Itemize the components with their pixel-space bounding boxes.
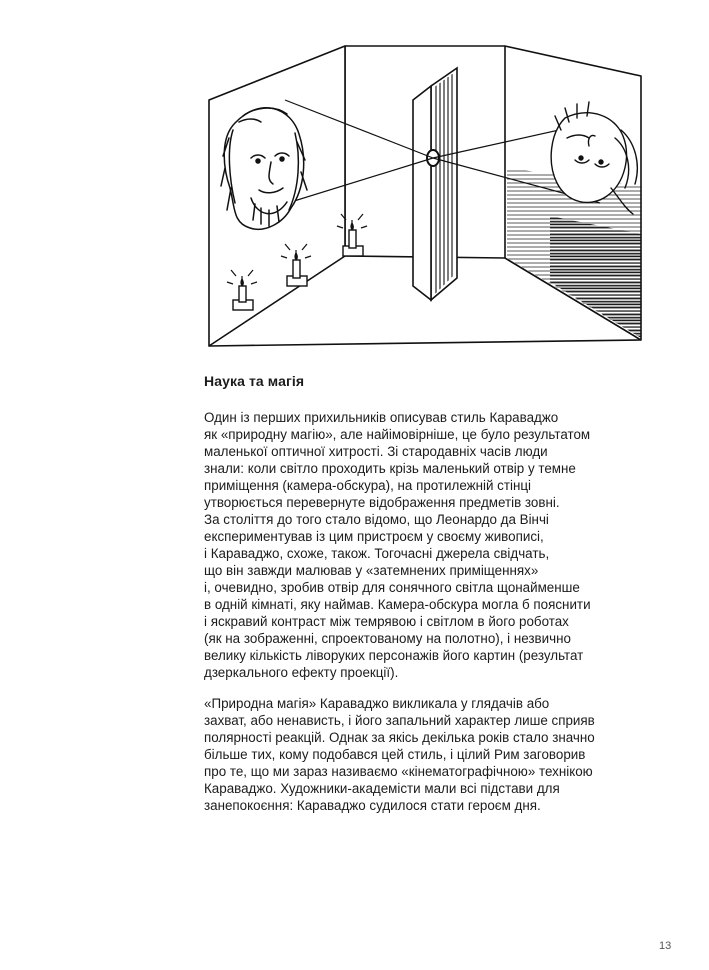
text-line: полярності реакцій. Однак за якісь декілька років стало значно xyxy=(204,730,595,745)
paragraph-1 xyxy=(204,409,664,681)
text-line: більше тих, кому подобався цей стиль, і цілий Рим заговорив xyxy=(204,747,586,762)
text-line: Один із перших прихильників описував стиль Караваджо xyxy=(204,410,559,425)
text-line: (як на зображенні, спроектованому на полотно), і незвично xyxy=(204,631,571,646)
text-line: «Природна магія» Караваджо викликала у глядачів або xyxy=(204,696,550,711)
text-line: і, очевидно, зробив отвір для сонячного світла щонайменше xyxy=(204,580,580,595)
section-heading: Наука та магія xyxy=(204,373,305,389)
text-line: дзеркального ефекту проекції). xyxy=(204,665,399,680)
text-line: і яскравий контраст між темрявою і світлом в його роботах xyxy=(204,614,569,629)
text-line: утворюється перевернуте відображення предметів зовні. xyxy=(204,495,560,510)
text-line: в одній кімнаті, яку наймав. Камера-обскура могла б пояснити xyxy=(204,597,591,612)
text-line: захват, або ненависть, і його запальний характер лише сприяв xyxy=(204,713,595,728)
text-line: занепокоєння: Караваджо судилося стати героєм дня. xyxy=(204,798,541,813)
text-line: Караваджо. Художники-академісти мали всі підстави для xyxy=(204,781,560,796)
text-line: За століття до того стало відомо, що Леонардо да Вінчі xyxy=(204,512,549,527)
paragraph-2 xyxy=(204,695,664,814)
text-line: про те, що ми зараз називаємо «кінематографічною» технікою xyxy=(204,764,593,779)
text-line: приміщення (камера-обскура), на протилежній стінці xyxy=(204,478,532,493)
text-line: велику кількість ліворуких персонажів його картин (результат xyxy=(204,648,584,663)
text-line: експериментував із цим пристроєм у своєму живописі, xyxy=(204,529,544,544)
text-line: як «природну магію», але найімовірніше, це було результатом xyxy=(204,427,591,442)
text-line: і Караваджо, схоже, також. Тогочасні джерела свідчать, xyxy=(204,546,550,561)
camera-obscura-illustration xyxy=(195,38,655,350)
text-line: знали: коли світло проходить крізь маленький отвір у темне xyxy=(204,461,576,476)
text-line: маленької оптичної хитрості. Зі стародавніх часів люди xyxy=(204,444,548,459)
text-line: що він завжди малював у «затемнених приміщеннях» xyxy=(204,563,539,578)
page-number: 13 xyxy=(659,940,672,952)
